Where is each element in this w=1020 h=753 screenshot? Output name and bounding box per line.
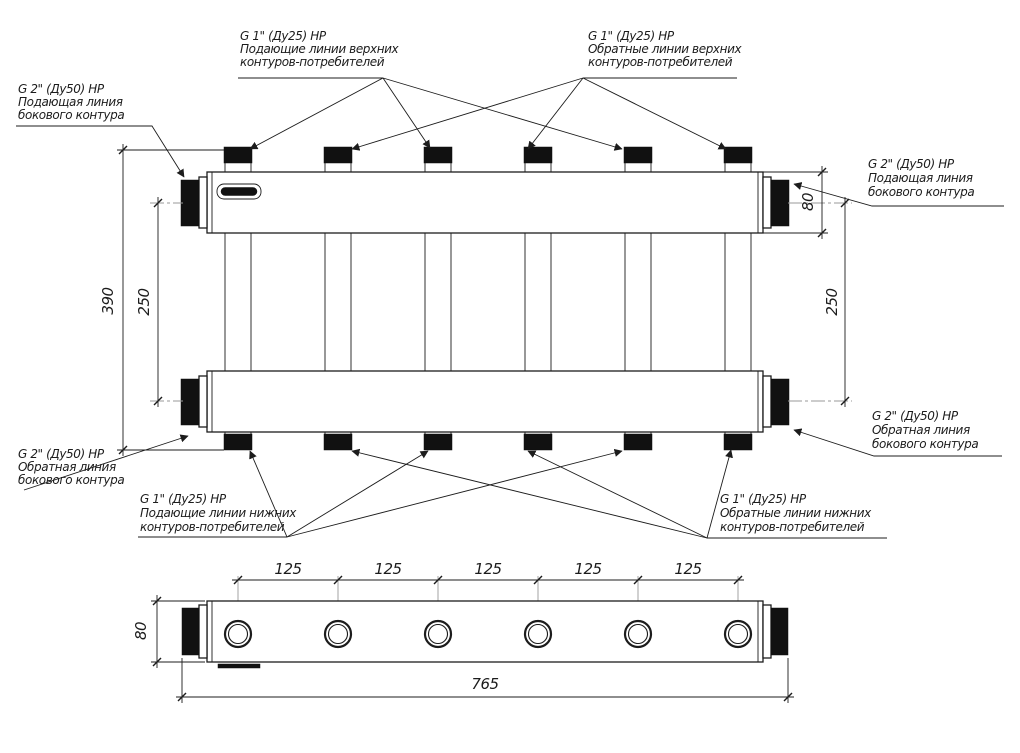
dim-axis-right (823, 197, 849, 407)
dim-value: 250 (135, 288, 153, 316)
callout-text-line: контуров-потребителей (140, 520, 285, 534)
front-brand-plate-edge (218, 664, 260, 668)
callout-text-line: G 2" (Ду50) НР (872, 409, 958, 423)
callout-text-line: G 2" (Ду50) НР (868, 157, 954, 171)
dim-value: 125 (574, 560, 602, 578)
callout-text-line: Обратные линии нижних (720, 506, 871, 520)
riser-bottom-stub (424, 434, 452, 450)
callout-side-return-right (794, 409, 1002, 456)
lower-right-nipple (771, 379, 789, 425)
dim-value: 390 (99, 287, 117, 315)
riser-top-stub (724, 147, 752, 163)
callout-text-line: G 2" (Ду50) НР (18, 447, 104, 461)
dim-value: 250 (823, 288, 841, 316)
callout-text-line: бокового контура (872, 437, 979, 451)
riser-top-stub (524, 147, 552, 163)
upper-right-collar (763, 177, 771, 228)
front-view (132, 560, 794, 703)
riser-bottom-stub (724, 434, 752, 450)
dim-value: 765 (471, 675, 499, 693)
lower-left-nipple (181, 379, 199, 425)
callout-text-line: Подающие линии верхних (240, 42, 399, 56)
callout-side-supply-left (16, 82, 184, 177)
callout-text-line: контуров-потребителей (720, 520, 865, 534)
dim-value: 80 (799, 192, 817, 212)
callout-text-line: G 1" (Ду25) НР (588, 29, 674, 43)
callout-text-line: G 2" (Ду50) НР (18, 82, 104, 96)
riser-top-stub (224, 147, 252, 163)
upper-left-nipple (181, 180, 199, 226)
callout-text-line: Обратная линия (872, 423, 970, 437)
callout-side-supply-right (794, 157, 1004, 206)
callout-text-line: G 1" (Ду25) НР (240, 29, 326, 43)
upper-right-nipple (771, 180, 789, 226)
callout-upper-supply (238, 29, 622, 149)
callout-upper-return (352, 29, 742, 149)
riser-bottom-stub (324, 434, 352, 450)
dim-value: 125 (674, 560, 702, 578)
upper-collector (181, 172, 789, 233)
front-left-collar (199, 605, 207, 658)
front-right-nipple (771, 608, 788, 655)
callout-text-line: Подающая линия (18, 95, 123, 109)
riser-bottom-stub (224, 434, 252, 450)
dim-axis-left (135, 197, 162, 407)
riser-top-stub (624, 147, 652, 163)
callout-text-line: бокового контура (18, 473, 125, 487)
callout-side-return-left (18, 436, 188, 490)
upper-collector-body (207, 172, 763, 233)
dim-port-pitch (232, 560, 744, 584)
callout-lower-supply (138, 451, 622, 537)
callout-text-line: Подающие линии нижних (140, 506, 296, 520)
front-collector (182, 601, 788, 668)
lower-collector-body (207, 371, 763, 432)
dim-value: 125 (474, 560, 502, 578)
upper-left-collar (199, 177, 207, 228)
callout-text-line: Обратные линии верхних (588, 42, 742, 56)
riser-bottom-stub (524, 434, 552, 450)
callout-text-line: G 1" (Ду25) НР (140, 492, 226, 506)
callout-text-line: Обратная линия (18, 460, 116, 474)
callout-text-line: G 1" (Ду25) НР (720, 492, 806, 506)
lower-left-collar (199, 376, 207, 427)
riser-bottom-stub (624, 434, 652, 450)
lower-right-collar (763, 376, 771, 427)
callout-lower-return (352, 450, 887, 538)
front-left-nipple (182, 608, 199, 655)
callout-text-line: Подающая линия (868, 171, 973, 185)
callout-text-line: контуров-потребителей (588, 55, 733, 69)
dim-overall-length (176, 658, 794, 703)
plan-view (16, 29, 1004, 538)
riser-top-stub (324, 147, 352, 163)
front-right-collar (763, 605, 771, 658)
dim-value: 125 (374, 560, 402, 578)
dim-value: 80 (132, 621, 150, 641)
dim-value: 125 (274, 560, 302, 578)
lower-collector (181, 371, 789, 432)
callout-text-line: бокового контура (868, 185, 975, 199)
callout-text-line: бокового контура (18, 108, 125, 122)
riser-top-stub (424, 147, 452, 163)
front-collector-body (207, 601, 763, 662)
callout-text-line: контуров-потребителей (240, 55, 385, 69)
brand-plate (217, 184, 261, 199)
